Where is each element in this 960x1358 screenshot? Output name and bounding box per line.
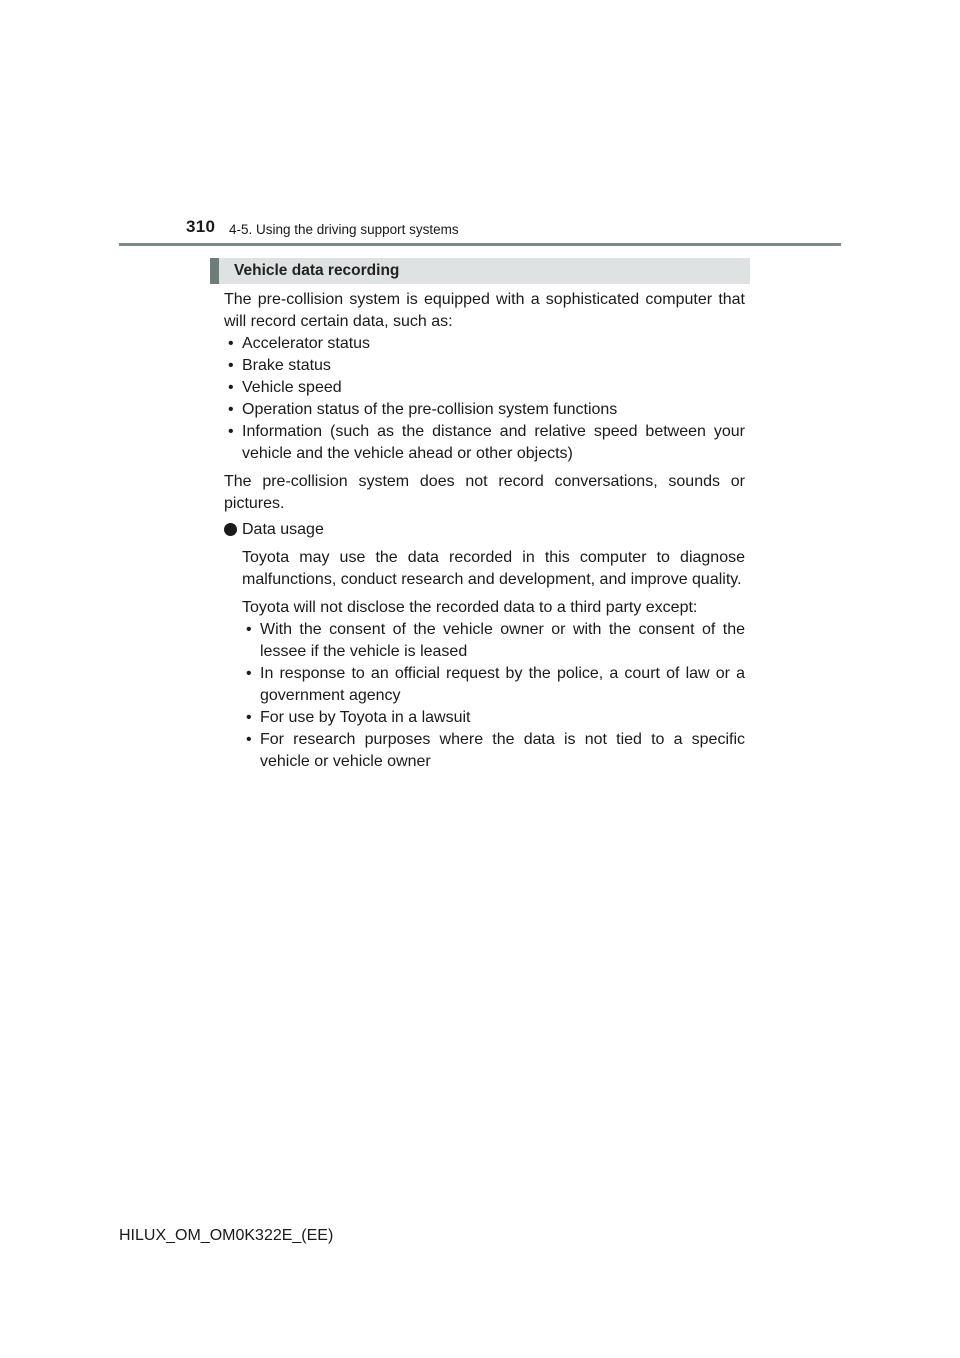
- bullet-icon: •: [246, 709, 252, 726]
- data-usage-section: [242, 547, 745, 773]
- bullet-icon: •: [228, 335, 234, 352]
- section-header: 4-5. Using the driving support systems: [229, 222, 459, 237]
- bullet-icon: •: [228, 401, 234, 418]
- list-item: • Operation status of the pre-collision system functions: [224, 399, 745, 421]
- list-item: • Accelerator status: [224, 333, 745, 355]
- header-divider: [119, 243, 841, 246]
- page-number: 310: [186, 217, 216, 236]
- bullet-icon: •: [228, 379, 234, 396]
- list-item: • In response to an official request by the police, a court of law or a government agency: [246, 665, 745, 704]
- disclosure-paragraph: Toyota will not disclose the recorded data to a third party except:: [242, 599, 698, 616]
- footer-document-code: HILUX_OM_OM0K322E_(EE): [119, 1227, 334, 1244]
- list-item: • For use by Toyota in a lawsuit: [242, 707, 745, 729]
- bullet-icon: •: [246, 621, 252, 638]
- list-item: • For research purposes where the data is not tied to a specific vehicle or vehicle owner: [246, 731, 745, 770]
- not-recorded-paragraph: The pre-collision system does not record conversations, sounds or pictures.: [224, 473, 745, 512]
- disclosure-exceptions-list: [242, 619, 745, 773]
- list-item: • Brake status: [224, 355, 745, 377]
- filled-circle-icon: [224, 523, 237, 536]
- bullet-icon: •: [246, 731, 252, 748]
- list-item: • With the consent of the vehicle owner or with the consent of the lessee if the vehicle is leased: [246, 621, 745, 660]
- list-item: • Vehicle speed: [224, 377, 745, 399]
- topic-heading-bar: [210, 258, 750, 284]
- bullet-icon: •: [228, 423, 234, 440]
- data-usage-heading: Data usage: [224, 519, 745, 541]
- data-usage-paragraph: Toyota may use the data recorded in this computer to diagnose malfunctions, conduct research and development, and improve quality.: [242, 549, 745, 588]
- topic-title: Vehicle data recording: [234, 262, 400, 279]
- recorded-data-list: [224, 333, 745, 465]
- intro-paragraph: The pre-collision system is equipped with a sophisticated computer that will record certain data, such as:: [224, 291, 745, 330]
- body-content: [224, 289, 745, 773]
- bullet-icon: •: [228, 357, 234, 374]
- list-item: • Information (such as the distance and relative speed between your vehicle and the vehicle ahead or other objects): [228, 423, 745, 462]
- bullet-icon: •: [246, 665, 252, 682]
